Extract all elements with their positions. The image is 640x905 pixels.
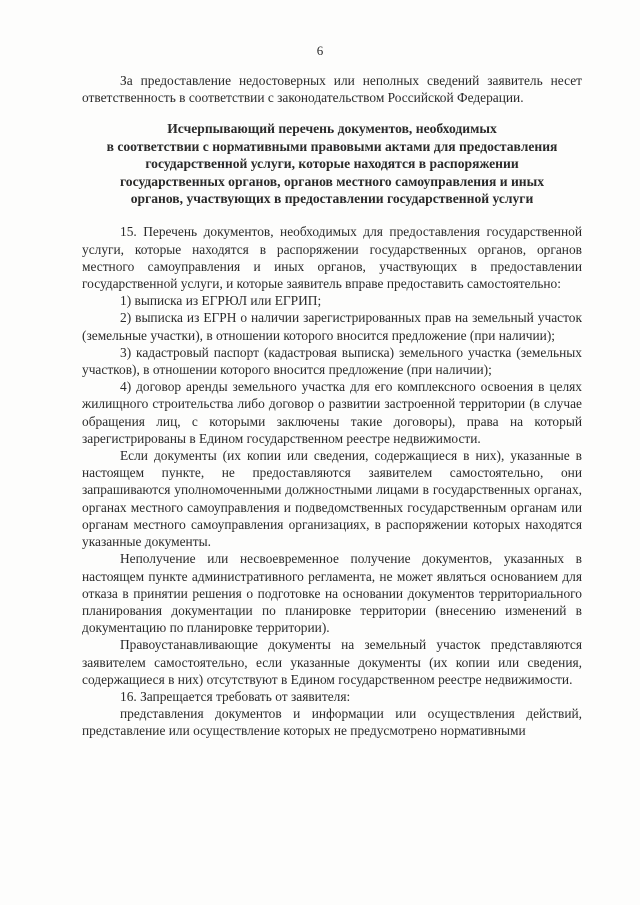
paragraph-title-documents: Правоустанавливающие документы на земельный участок представляются заявителем самостоятельно, если указанные документы (их копии или сведения, содержащиеся в них) отсутствуют в Едином государственном реестре недвижимости. xyxy=(82,637,582,687)
list-item-2: 2) выписка из ЕГРН о наличии зарегистрированных прав на земельный участок (земельные участки), в отношении которого вносится предложение (при наличии); xyxy=(82,310,582,343)
heading-line: государственной услуги, которые находятся в распоряжении xyxy=(145,156,519,172)
heading-line: Исчерпывающий перечень документов, необходимых xyxy=(167,121,497,137)
list-item-1: 1) выписка из ЕГРЮЛ или ЕГРИП; xyxy=(120,293,322,309)
list-item-4: 4) договор аренды земельного участка для его комплексного освоения в целях жилищного строительства либо договор о развитии застроенной территории (в случае обращения лиц, с которыми заключены такие договоры), права на который зарегистрированы в Едином государственном реестре недвижимости. xyxy=(82,379,582,446)
heading-line: в соответствии с нормативными правовыми актами для предоставления xyxy=(106,138,558,154)
page-number: 6 xyxy=(316,43,324,58)
paragraph-16-continued: представления документов и информации или осуществления действий, представление или осуществление которых не предусмотрено нормативными xyxy=(82,706,582,739)
document-body xyxy=(82,72,582,740)
section-heading xyxy=(82,120,582,207)
list-item-3: 3) кадастровый паспорт (кадастровая выписка) земельного участка (земельных участков), в отношении которого вносится предложение (при наличии); xyxy=(82,344,582,378)
heading-line: органов, участвующих в предоставлении государственной услуги xyxy=(130,191,534,207)
intro-paragraph: За предоставление недостоверных или неполных сведений заявитель несет ответственность в соответствии с законодательством Российской Федерации. xyxy=(82,73,582,106)
heading-line: государственных органов, органов местного самоуправления и иных xyxy=(119,173,545,189)
paragraph-16: 16. Запрещается требовать от заявителя: xyxy=(120,688,351,704)
paragraph-request-documents: Если документы (их копии или сведения, содержащиеся в них), указанные в настоящем пункте, не предоставляются заявителем самостоятельно, они запрашиваются уполномоченными должностными лицами в государственных органах, органах местного самоуправления и подведомственных государственным органам или органам местного самоуправления организациях, в распоряжении которых находятся указанные документы. xyxy=(82,448,582,550)
paragraph-15: 15. Перечень документов, необходимых для предоставления государственной услуги, которые находятся в распоряжении государственных органов, органов местного самоуправления и иных органов, участвующих в предоставлении государственной услуги, и которые заявитель вправе предоставить самостоятельно: xyxy=(82,224,582,292)
paragraph-non-receipt: Неполучение или несвоевременное получение документов, указанных в настоящем пункте административного регламента, не может являться основанием для отказа в принятии решения о подготовке на основании документов территориального планирования документации по планировке территории (внесению изменений в документацию по планировке территории). xyxy=(82,551,582,636)
